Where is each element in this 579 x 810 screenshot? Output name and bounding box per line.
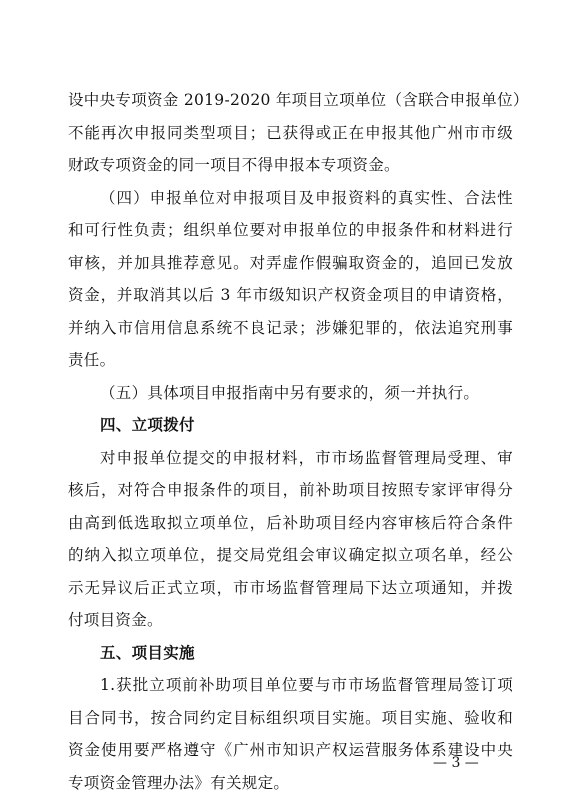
paragraph-line: 财政专项资金的同一项目不得申报本专项资金。 (68, 156, 400, 174)
paragraph-line: （四）申报单位对申报项目及申报资料的真实性、合法性 (100, 188, 513, 207)
paragraph-line: 和可行性负责；组织单位要对申报单位的申报条件和材料进行 (68, 221, 513, 239)
paragraph-line: 示无异议后正式立项，市市场监督管理局下达立项通知，并拨 (68, 578, 513, 597)
paragraph-line: 设中央专项资金 2019-2020 年项目立项单位（含联合申报单位） (68, 91, 529, 109)
paragraph-line: 核后，对符合申报条件的项目，前补助项目按照专家评审得分 (68, 481, 513, 499)
paragraph-line: 付项目资金。 (68, 611, 163, 629)
paragraph-line: 目合同书，按合同约定目标组织项目实施。项目实施、验收和 (68, 708, 513, 727)
paragraph-line: 资金使用要严格遵守《广州市知识产权运营服务体系建设中央 (68, 741, 513, 759)
section-heading: 五、项目实施 (100, 643, 195, 662)
paragraph-line: 资金，并取消其以后 3 年市级知识产权资金项目的申请资格， (68, 286, 513, 304)
paragraph-line: 的纳入拟立项单位，提交局党组会审议确定拟立项名单，经公 (68, 546, 513, 564)
paragraph-line: 不能再次申报同类型项目；已获得或正在申报其他广州市市级 (68, 123, 513, 142)
paragraph-line: 专项资金管理办法》有关规定。 (68, 773, 290, 792)
paragraph-line: 由高到低选取拟立项单位，后补助项目经内容审核后符合条件 (68, 513, 513, 532)
section-heading: 四、立项拨付 (100, 416, 195, 434)
document-body (68, 84, 529, 799)
paragraph-line: 对申报单位提交的申报材料，市市场监督管理局受理、审 (100, 448, 513, 467)
page-number: — 3 — (433, 755, 479, 771)
paragraph-line: 并纳入市信用信息系统不良记录；涉嫌犯罪的，依法追究刑事 (68, 318, 513, 337)
paragraph-line: 审核，并加具推荐意见。对弄虚作假骗取资金的，追回已发放 (68, 253, 513, 272)
paragraph-line: 责任。 (68, 351, 116, 369)
paragraph-line: 1.获批立项前补助项目单位要与市市场监督管理局签订项 (100, 676, 513, 694)
paragraph-line: （五）具体项目申报指南中另有要求的，须一并执行。 (100, 383, 480, 402)
